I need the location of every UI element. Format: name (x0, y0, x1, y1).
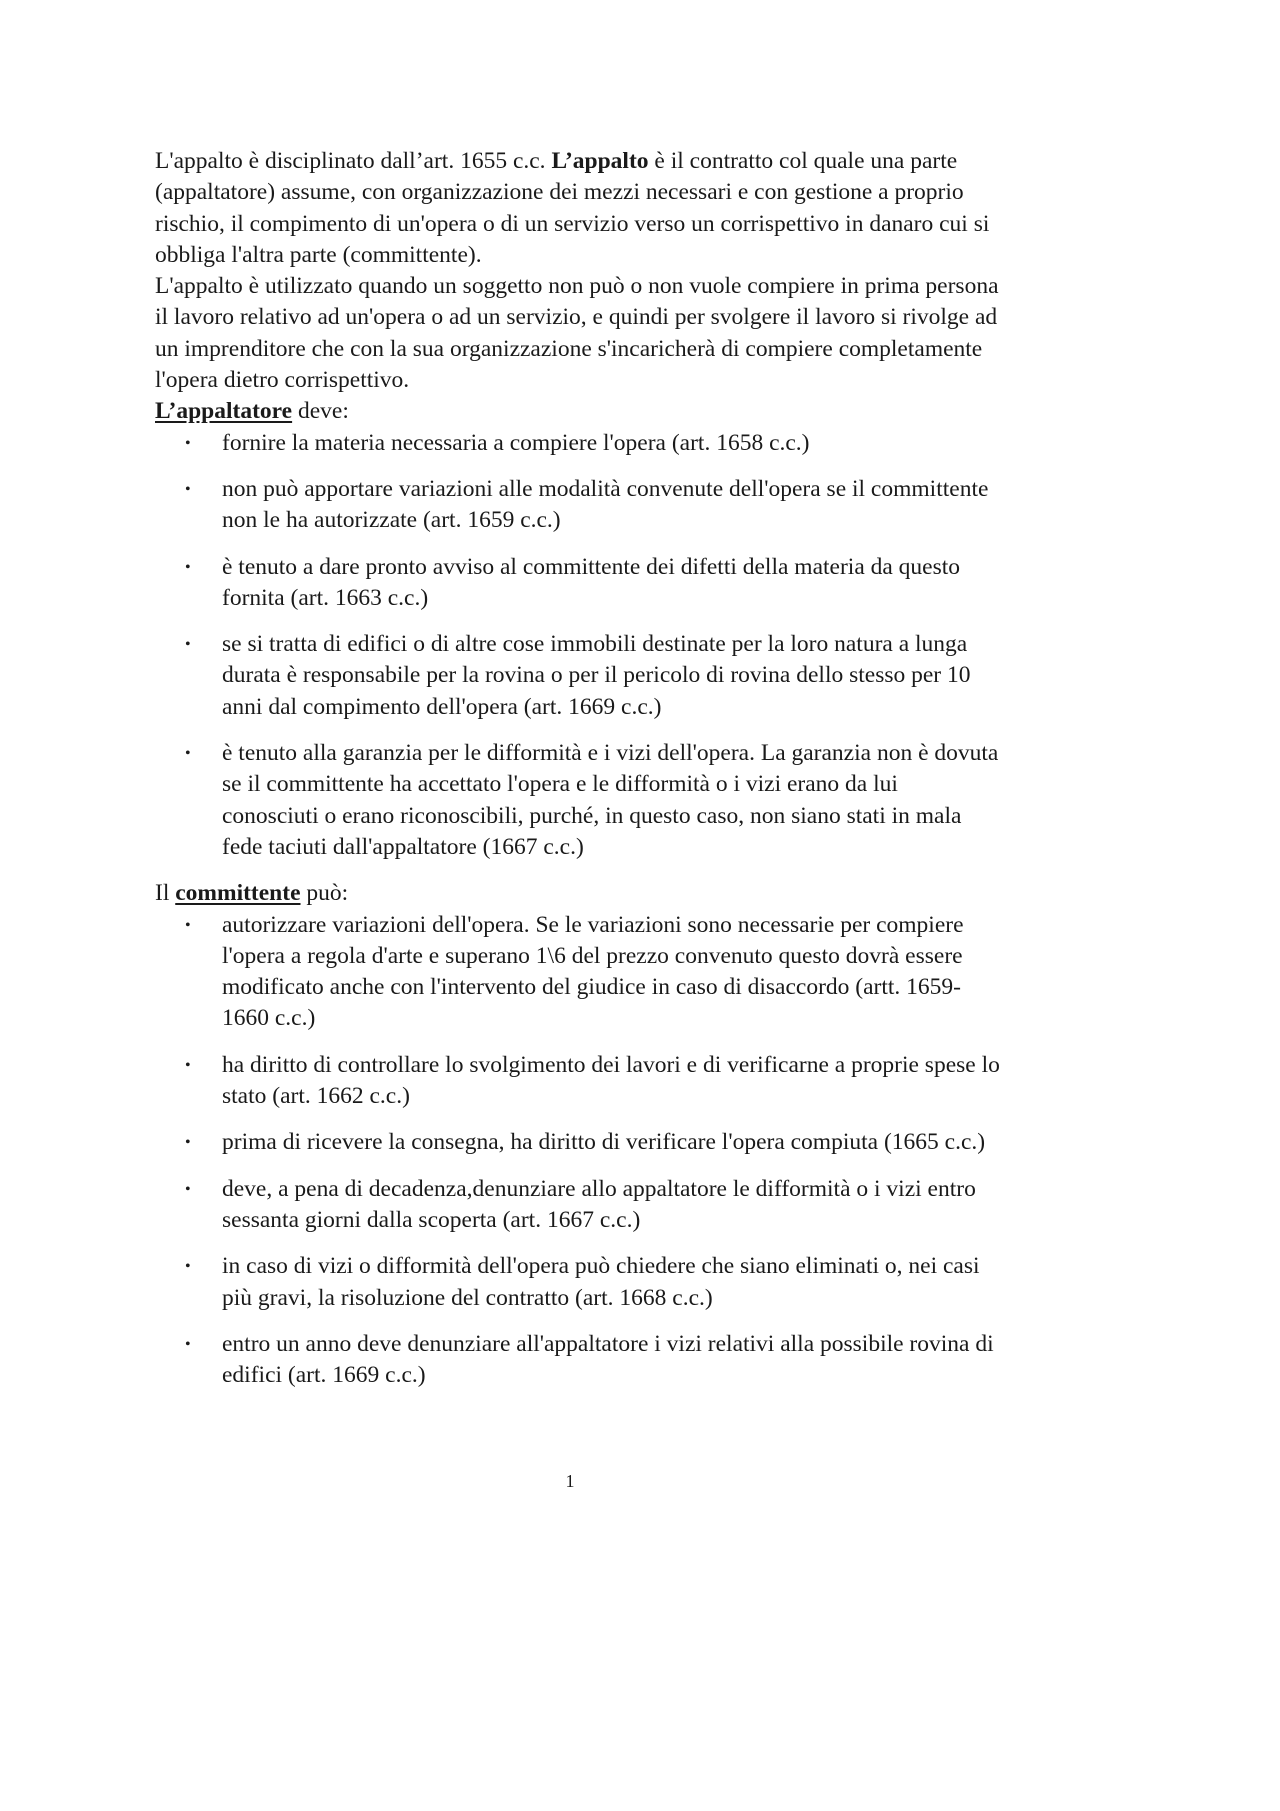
list-item (155, 1050, 1000, 1113)
document-body (155, 146, 1000, 1406)
appaltatore-heading-rest: deve: (292, 398, 349, 425)
bullet-icon: • (185, 480, 191, 498)
committente-rights-list (155, 910, 1000, 1392)
committente-heading-rest: può: (300, 880, 349, 907)
list-item-text: è tenuto a dare pronto avviso al committente dei difetti della materia da questo fornita (art. 1663 c.c.) (222, 553, 961, 611)
list-item (155, 738, 1000, 863)
list-item-text: fornire la materia necessaria a compiere l'opera (art. 1658 c.c.) (222, 429, 810, 456)
list-item-text: se si tratta di edifici o di altre cose immobili destinate per la loro natura a lunga durata è responsabile per la rovina o per il pericolo di rovina dello stesso per 10 anni dal compimento dell'opera (art. 1669 c.c.) (222, 631, 971, 720)
list-item-text: non può apportare variazioni alle modalità convenute dell'opera se il committente non le ha autorizzate (art. 1659 c.c.) (222, 475, 989, 534)
list-item (155, 552, 1000, 615)
list-item (155, 1127, 1000, 1158)
bullet-icon: • (185, 1134, 191, 1152)
intro-paragraph-2: L'appalto è utilizzato quando un soggetto non può o non vuole compiere in prima persona il lavoro relativo ad un'opera o ad un servizio, e quindi per svolgere il lavoro si rivolge ad un imprenditore che con la sua organizzazione s'incaricherà di compiere completamente l'opera dietro corrispettivo. (155, 273, 999, 394)
page-number: 1 (565, 1471, 575, 1491)
bullet-icon: • (185, 1180, 191, 1198)
appalto-term: L’appalto (551, 148, 649, 174)
committente-heading-pre: Il (155, 880, 176, 907)
list-item-text: deve, a pena di decadenza,denunziare allo appaltatore le difformità o i vizi entro sessanta giorni dalla scoperta (art. 1667 c.c.) (222, 1175, 976, 1233)
bullet-icon: • (185, 916, 191, 934)
committente-term: committente (175, 880, 301, 907)
list-item-text: entro un anno deve denunziare all'appaltatore i vizi relativi alla possibile rovina di edifici (art. 1669 c.c.) (222, 1330, 994, 1389)
list-item (155, 1174, 1000, 1237)
committente-heading (155, 878, 1000, 909)
list-item (155, 428, 1000, 459)
intro-text-start: L'appalto è disciplinato dall’art. 1655 c.c. (155, 148, 552, 174)
intro-paragraph-1 (155, 146, 1000, 271)
list-item-text: ha diritto di controllare lo svolgimento dei lavori e di verificarne a proprie spese lo stato (art. 1662 c.c.) (222, 1051, 1000, 1110)
list-item-text: prima di ricevere la consegna, ha diritto di verificare l'opera compiuta (1665 c.c.) (222, 1129, 986, 1156)
appaltatore-term: L’appaltatore (155, 398, 293, 425)
list-item-text: autorizzare variazioni dell'opera. Se le variazioni sono necessarie per compiere l'opera a regola d'arte e superano 1\6 del prezzo convenuto questo dovrà essere modificato anche con l'intervento del giudice in caso di disaccordo (artt. 1659-1660 c.c.) (222, 911, 964, 1032)
list-item (155, 1329, 1000, 1392)
bullet-icon: • (185, 1056, 191, 1074)
bullet-icon: • (185, 1335, 191, 1353)
list-item-text: è tenuto alla garanzia per le difformità e i vizi dell'opera. La garanzia non è dovuta se il committente ha accettato l'opera e le difformità o i vizi erano da lui conosciuti o erano riconoscibili, purché, in questo caso, non siano stati in mala fede taciuti dall'appaltatore (1667 c.c.) (222, 740, 999, 860)
bullet-icon: • (185, 434, 191, 452)
appaltatore-duties-list (155, 428, 1000, 864)
list-item (155, 474, 1000, 537)
list-item (155, 629, 1000, 723)
appaltatore-heading (155, 396, 1000, 427)
bullet-icon: • (185, 1258, 191, 1276)
bullet-icon: • (185, 558, 191, 576)
intro-text-definition: è il contratto col quale una parte (appaltatore) assume, con organizzazione dei mezzi necessari e con gestione a proprio rischio, il compimento di un'opera o di un servizio verso un corrispettivo in danaro cui si obbliga l'altra parte (committente). (155, 148, 990, 268)
list-item-text: in caso di vizi o difformità dell'opera può chiedere che siano eliminati o, nei casi più gravi, la risoluzione del contratto (art. 1668 c.c.) (222, 1253, 980, 1311)
bullet-icon: • (185, 745, 191, 763)
bullet-icon: • (185, 636, 191, 654)
list-item (155, 910, 1000, 1035)
list-item (155, 1251, 1000, 1314)
